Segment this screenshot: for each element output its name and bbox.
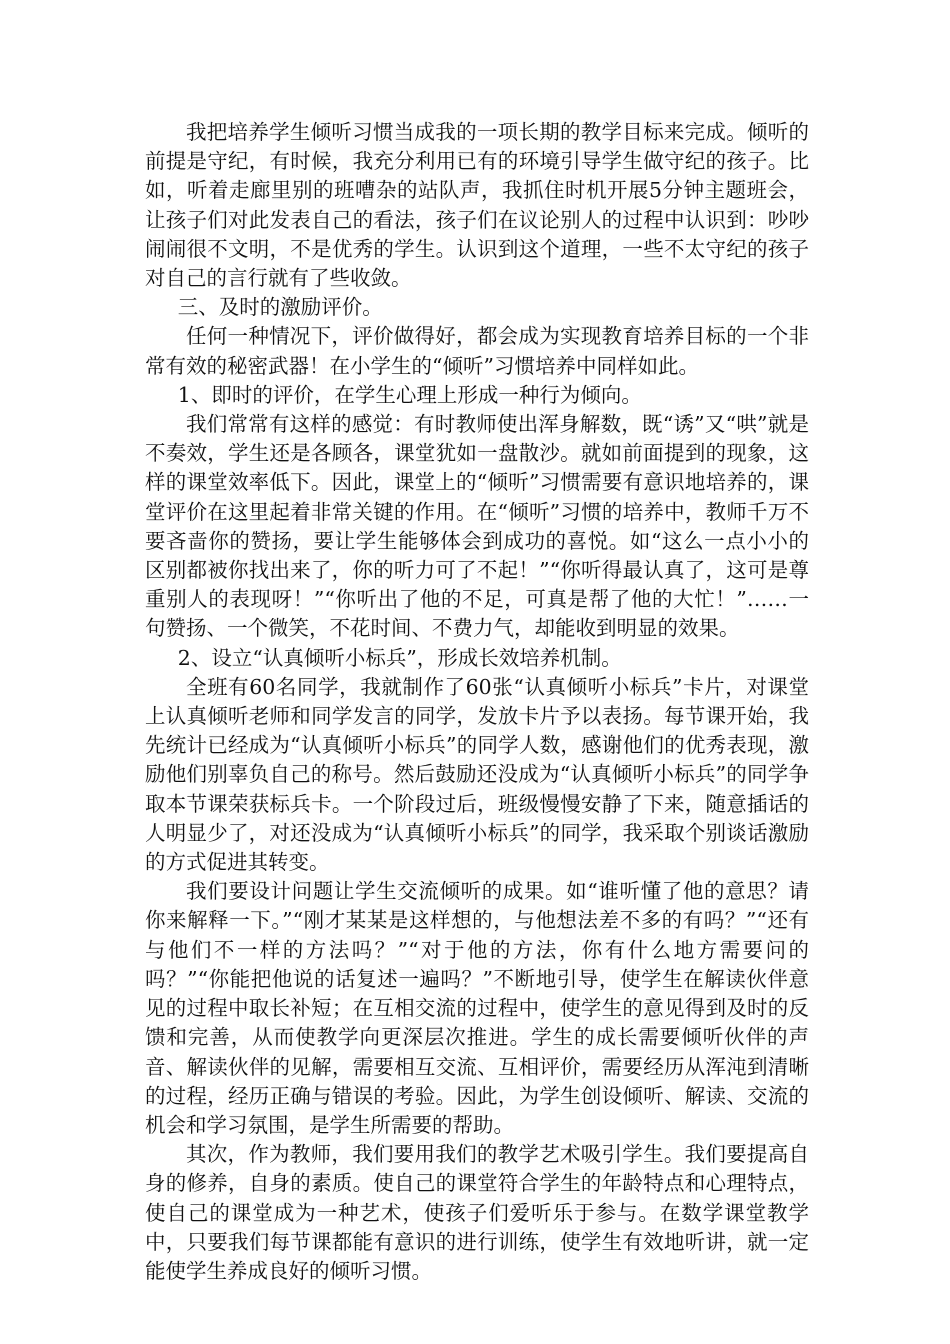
paragraph-listening-goal: 我把培养学生倾听习惯当成我的一项长期的教学目标来完成。倾听的前提是守纪，有时候，我充分利用已有的环境引导学生做守纪的孩子。比如，听着走廊里别的班嘈杂的站队声，我抓住时机开展5分钟主题班会，让孩子们对此发表自己的看法，孩子们在议论别人的过程中认识到：吵吵闹闹很不文明，不是优秀的学生。认识到这个道理，一些不太守纪的孩子对自己的言行就有了些收敛。	[145, 120, 809, 291]
paragraph-evaluation-intro: 任何一种情况下，评价做得好，都会成为实现教育培养目标的一个非常有效的秘密武器！在小学生的“倾听”习惯培养中同样如此。	[145, 324, 809, 378]
paragraph-teaching-art: 其次，作为教师，我们要用我们的教学艺术吸引学生。我们要提高自身的修养，自身的素质。使自己的课堂符合学生的年龄特点和心理特点，使自己的课堂成为一种艺术，使孩子们爱听乐于参与。在数学课堂教学中，只要我们每节课都能有意识的进行训练，使学生有效地听讲，就一定能使学生养成良好的倾听习惯。	[145, 1142, 809, 1283]
subheading-instant-evaluation: 1、即时的评价，在学生心理上形成一种行为倾向。	[177, 382, 642, 407]
paragraph-praise: 我们常常有这样的感觉：有时教师使出浑身解数，既“诱”又“哄”就是不奏效，学生还是各顾各，课堂犹如一盘散沙。就如前面提到的现象，这样的课堂效率低下。因此，课堂上的“倾听”习惯需要有意识地培养的，课堂评价在这里起着非常关键的作用。在“倾听”习惯的培养中，教师千万不要吝啬你的赞扬，要让学生能够体会到成功的喜悦。如“这么一点小小的区别都被你找出来了，你的听力可了不起！”“你听得最认真了，这可是尊重别人的表现呀！”“你听出了他的不足，可真是帮了他的大忙！”……一句赞扬、一个微笑，不花时间、不费力气，却能收到明显的效果。	[145, 412, 809, 641]
section-heading-evaluation: 三、及时的激励评价。	[177, 295, 383, 320]
paragraph-soldier-cards: 全班有60名同学，我就制作了60张“认真倾听小标兵”卡片，对课堂上认真倾听老师和同学发言的同学，发放卡片予以表扬。每节课开始，我先统计已经成为“认真倾听小标兵”的同学人数，感谢他们的优秀表现，激励他们别辜负自己的称号。然后鼓励还没成为“认真倾听小标兵”的同学争取本节课荣获标兵卡。一个阶段过后，班级慢慢安静了下来，随意插话的人明显少了，对还没成为“认真倾听小标兵”的同学，我采取个别谈话激励的方式促进其转变。	[145, 674, 809, 875]
subheading-listening-soldier: 2、设立“认真倾听小标兵”，形成长效培养机制。	[177, 645, 622, 670]
paragraph-design-questions: 我们要设计问题让学生交流倾听的成果。如“谁听懂了他的意思？请你来解释一下。”“刚才某某是这样想的，与他想法差不多的有吗？”“还有与他们不一样的方法吗？”“对于他的方法，你有什么地方需要问的吗？”“你能把他说的话复述一遍吗？”不断地引导，使学生在解读伙伴意见的过程中取长补短；在互相交流的过程中，使学生的意见得到及时的反馈和完善，从而使教学向更深层次推进。学生的成长需要倾听伙伴的声音、解读伙伴的见解，需要相互交流、互相评价，需要经历从浑沌到清晰的过程，经历正确与错误的考验。因此，为学生创设倾听、解读、交流的机会和学习氛围，是学生所需要的帮助。	[145, 879, 809, 1137]
document-body	[145, 118, 809, 1286]
